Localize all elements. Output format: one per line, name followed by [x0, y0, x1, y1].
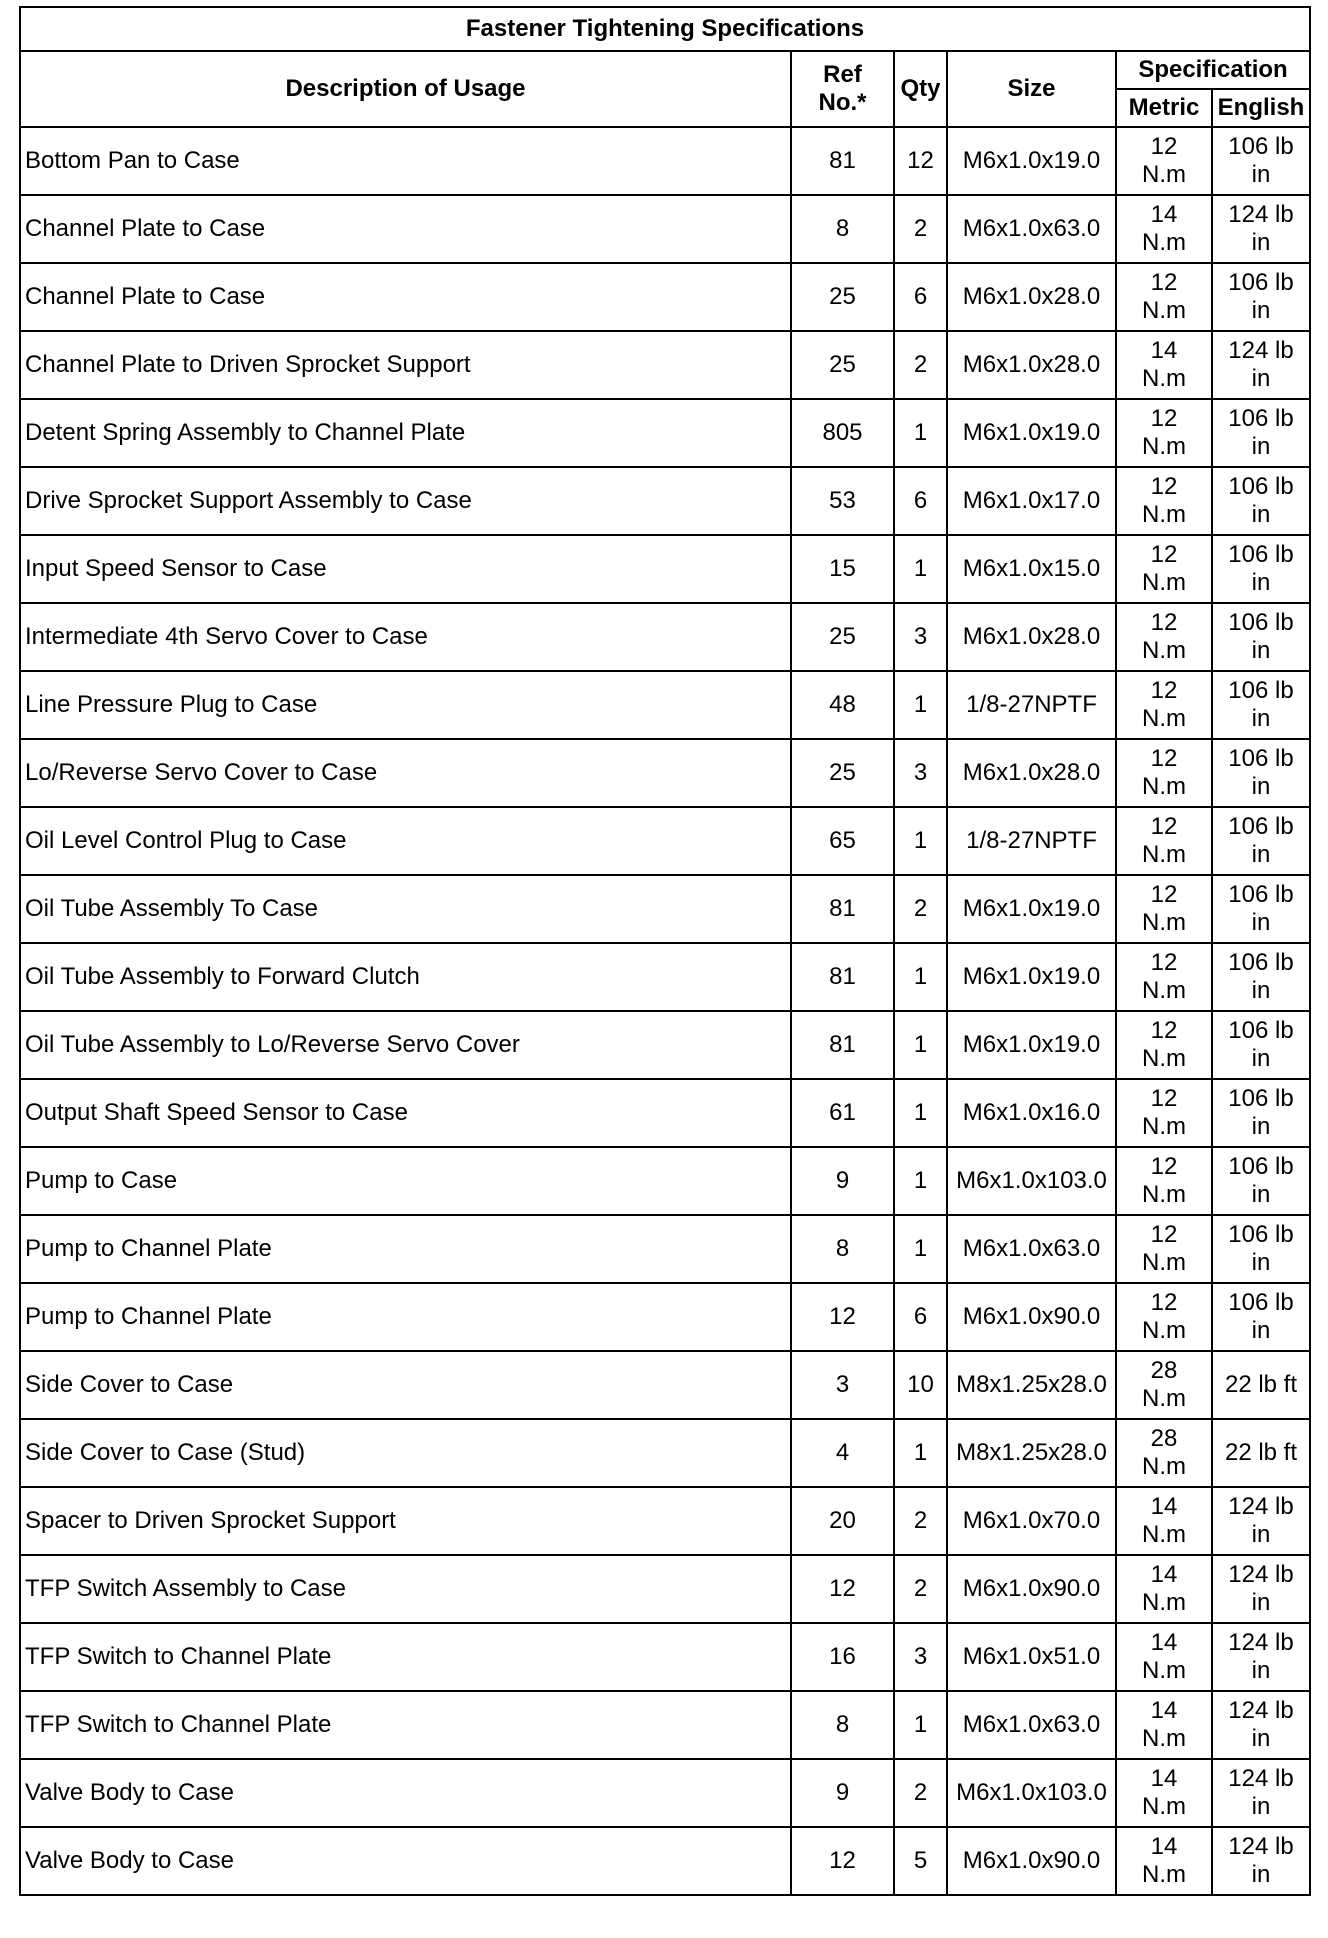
metric-cell-value: 12: [1150, 1085, 1178, 1112]
description-cell: Spacer to Driven Sprocket Support: [20, 1487, 791, 1555]
metric-cell-value: 14: [1150, 1833, 1178, 1860]
metric-cell: [1116, 535, 1212, 603]
size-cell: M6x1.0x19.0: [947, 127, 1116, 195]
english-cell-value: 106 lb: [1228, 813, 1294, 840]
table-row: [20, 263, 1310, 331]
description-cell: Channel Plate to Driven Sprocket Support: [20, 331, 791, 399]
english-cell-value: 22 lb ft: [1224, 1439, 1298, 1466]
size-cell: M6x1.0x70.0: [947, 1487, 1116, 1555]
english-cell-value: 124 lb: [1228, 1493, 1294, 1520]
metric-cell-unit: N.m: [1142, 1181, 1186, 1208]
description-cell: Line Pressure Plug to Case: [20, 671, 791, 739]
metric-cell-value: 12: [1150, 949, 1178, 976]
table-row: [20, 1555, 1310, 1623]
qty-cell: 5: [894, 1827, 947, 1895]
english-cell-unit: in: [1251, 1589, 1271, 1616]
size-cell: M6x1.0x90.0: [947, 1827, 1116, 1895]
ref-no-cell: 9: [791, 1759, 894, 1827]
ref-no-cell: 12: [791, 1283, 894, 1351]
qty-cell: 2: [894, 331, 947, 399]
table-row: [20, 1487, 1310, 1555]
table-row: [20, 1351, 1310, 1419]
description-cell: Channel Plate to Case: [20, 195, 791, 263]
metric-cell: [1116, 1691, 1212, 1759]
ref-no-cell: 15: [791, 535, 894, 603]
english-cell-value: 124 lb: [1228, 1765, 1294, 1792]
english-cell-unit: in: [1251, 1793, 1271, 1820]
table-row: [20, 1419, 1310, 1487]
table-row: [20, 467, 1310, 535]
metric-cell: [1116, 263, 1212, 331]
table-row: [20, 1283, 1310, 1351]
ref-no-cell: 61: [791, 1079, 894, 1147]
metric-cell: [1116, 1283, 1212, 1351]
metric-cell-unit: N.m: [1142, 1317, 1186, 1344]
metric-cell-unit: N.m: [1142, 501, 1186, 528]
metric-cell-value: 14: [1150, 1493, 1178, 1520]
english-cell: [1212, 1555, 1310, 1623]
english-cell-value: 124 lb: [1228, 1833, 1294, 1860]
table-row: [20, 1827, 1310, 1895]
metric-cell-value: 12: [1150, 269, 1178, 296]
description-cell: Pump to Case: [20, 1147, 791, 1215]
description-cell: Lo/Reverse Servo Cover to Case: [20, 739, 791, 807]
english-cell-value: 106 lb: [1228, 881, 1294, 908]
size-cell: M6x1.0x63.0: [947, 1691, 1116, 1759]
ref-no-cell: 9: [791, 1147, 894, 1215]
header-specification: Specification: [1116, 51, 1310, 89]
metric-cell-unit: N.m: [1142, 1725, 1186, 1752]
english-cell-value: 124 lb: [1228, 201, 1294, 228]
description-cell: Bottom Pan to Case: [20, 127, 791, 195]
metric-cell-value: 12: [1150, 1289, 1178, 1316]
metric-cell-unit: N.m: [1142, 977, 1186, 1004]
metric-cell-value: 14: [1150, 1629, 1178, 1656]
qty-cell: 1: [894, 807, 947, 875]
table-row: [20, 1215, 1310, 1283]
metric-cell-value: 12: [1150, 677, 1178, 704]
metric-cell-unit: N.m: [1142, 365, 1186, 392]
metric-cell: [1116, 195, 1212, 263]
metric-cell-unit: N.m: [1142, 161, 1186, 188]
metric-cell: [1116, 943, 1212, 1011]
table-row: [20, 535, 1310, 603]
table-row: [20, 1623, 1310, 1691]
size-cell: M6x1.0x51.0: [947, 1623, 1116, 1691]
ref-no-cell: 8: [791, 1215, 894, 1283]
metric-cell: [1116, 739, 1212, 807]
size-cell: M6x1.0x28.0: [947, 263, 1116, 331]
fastener-spec-table: [19, 6, 1311, 1896]
description-cell: Valve Body to Case: [20, 1759, 791, 1827]
qty-cell: 6: [894, 1283, 947, 1351]
description-cell: Oil Tube Assembly to Lo/Reverse Servo Cover: [20, 1011, 791, 1079]
metric-cell-unit: N.m: [1142, 637, 1186, 664]
qty-cell: 2: [894, 1555, 947, 1623]
table-row: [20, 807, 1310, 875]
description-cell: Oil Tube Assembly to Forward Clutch: [20, 943, 791, 1011]
english-cell-value: 124 lb: [1228, 337, 1294, 364]
metric-cell: [1116, 1011, 1212, 1079]
metric-cell-unit: N.m: [1142, 773, 1186, 800]
metric-cell-unit: N.m: [1142, 1249, 1186, 1276]
ref-no-cell: 81: [791, 1011, 894, 1079]
ref-no-cell: 25: [791, 603, 894, 671]
ref-no-cell: 4: [791, 1419, 894, 1487]
table-row: [20, 1079, 1310, 1147]
metric-cell-value: 14: [1150, 337, 1178, 364]
qty-cell: 1: [894, 943, 947, 1011]
table-row: [20, 1691, 1310, 1759]
table-body: [20, 127, 1310, 1895]
size-cell: M6x1.0x15.0: [947, 535, 1116, 603]
description-cell: Drive Sprocket Support Assembly to Case: [20, 467, 791, 535]
metric-cell-unit: N.m: [1142, 909, 1186, 936]
english-cell-unit: in: [1251, 1317, 1271, 1344]
metric-cell-value: 12: [1150, 473, 1178, 500]
qty-cell: 10: [894, 1351, 947, 1419]
ref-no-cell: 16: [791, 1623, 894, 1691]
size-cell: M6x1.0x17.0: [947, 467, 1116, 535]
metric-cell-unit: N.m: [1142, 433, 1186, 460]
ref-no-cell: 8: [791, 1691, 894, 1759]
table-row: [20, 739, 1310, 807]
metric-cell-value: 12: [1150, 541, 1178, 568]
description-cell: Detent Spring Assembly to Channel Plate: [20, 399, 791, 467]
qty-cell: 3: [894, 739, 947, 807]
metric-cell-unit: N.m: [1142, 1453, 1186, 1480]
size-cell: M6x1.0x103.0: [947, 1759, 1116, 1827]
table-title: Fastener Tightening Specifications: [20, 7, 1310, 51]
metric-cell-unit: N.m: [1142, 1861, 1186, 1888]
english-cell-value: 22 lb ft: [1224, 1371, 1298, 1398]
metric-cell: [1116, 603, 1212, 671]
english-cell: [1212, 1079, 1310, 1147]
ref-no-cell: 81: [791, 943, 894, 1011]
description-cell: Side Cover to Case: [20, 1351, 791, 1419]
qty-cell: 2: [894, 1759, 947, 1827]
english-cell-unit: in: [1251, 1181, 1271, 1208]
description-cell: Input Speed Sensor to Case: [20, 535, 791, 603]
metric-cell: [1116, 875, 1212, 943]
metric-cell: [1116, 1623, 1212, 1691]
qty-cell: 3: [894, 1623, 947, 1691]
ref-no-cell: 25: [791, 739, 894, 807]
ref-no-cell: 12: [791, 1555, 894, 1623]
table-row: [20, 1011, 1310, 1079]
english-cell-value: 106 lb: [1228, 541, 1294, 568]
size-cell: M6x1.0x63.0: [947, 1215, 1116, 1283]
qty-cell: 1: [894, 399, 947, 467]
size-cell: M6x1.0x16.0: [947, 1079, 1116, 1147]
table-row: [20, 1759, 1310, 1827]
english-cell: [1212, 807, 1310, 875]
english-cell-value: 106 lb: [1228, 949, 1294, 976]
qty-cell: 2: [894, 875, 947, 943]
qty-cell: 1: [894, 671, 947, 739]
ref-no-cell: 81: [791, 875, 894, 943]
english-cell: [1212, 1215, 1310, 1283]
metric-cell: [1116, 331, 1212, 399]
table-row: [20, 943, 1310, 1011]
size-cell: M6x1.0x103.0: [947, 1147, 1116, 1215]
ref-no-cell: 53: [791, 467, 894, 535]
metric-cell: [1116, 1555, 1212, 1623]
qty-cell: 12: [894, 127, 947, 195]
english-cell-value: 106 lb: [1228, 1289, 1294, 1316]
english-cell-value: 106 lb: [1228, 269, 1294, 296]
english-cell-unit: in: [1251, 773, 1271, 800]
metric-cell: [1116, 1827, 1212, 1895]
english-cell: [1212, 1691, 1310, 1759]
ref-no-cell: 65: [791, 807, 894, 875]
size-cell: M6x1.0x63.0: [947, 195, 1116, 263]
description-cell: Pump to Channel Plate: [20, 1215, 791, 1283]
table-row: [20, 1147, 1310, 1215]
metric-cell: [1116, 399, 1212, 467]
ref-no-cell: 3: [791, 1351, 894, 1419]
metric-cell: [1116, 1079, 1212, 1147]
qty-cell: 1: [894, 1011, 947, 1079]
metric-cell: [1116, 1419, 1212, 1487]
size-cell: M6x1.0x28.0: [947, 331, 1116, 399]
description-cell: Output Shaft Speed Sensor to Case: [20, 1079, 791, 1147]
header-ref-line1: Ref: [823, 61, 862, 88]
english-cell-value: 106 lb: [1228, 1017, 1294, 1044]
metric-cell-value: 12: [1150, 133, 1178, 160]
english-cell-value: 106 lb: [1228, 1221, 1294, 1248]
size-cell: M6x1.0x19.0: [947, 875, 1116, 943]
size-cell: M6x1.0x90.0: [947, 1283, 1116, 1351]
qty-cell: 1: [894, 1147, 947, 1215]
qty-cell: 2: [894, 195, 947, 263]
ref-no-cell: 805: [791, 399, 894, 467]
metric-cell: [1116, 1147, 1212, 1215]
metric-cell-value: 14: [1150, 1561, 1178, 1588]
english-cell-value: 124 lb: [1228, 1629, 1294, 1656]
english-cell-unit: in: [1251, 1113, 1271, 1140]
metric-cell-value: 12: [1150, 405, 1178, 432]
english-cell-unit: in: [1251, 229, 1271, 256]
qty-cell: 1: [894, 1419, 947, 1487]
ref-no-cell: 81: [791, 127, 894, 195]
metric-cell-unit: N.m: [1142, 1793, 1186, 1820]
size-cell: M6x1.0x90.0: [947, 1555, 1116, 1623]
size-cell: M6x1.0x28.0: [947, 603, 1116, 671]
metric-cell: [1116, 127, 1212, 195]
header-ref-line2: No.*: [818, 89, 867, 116]
qty-cell: 1: [894, 1691, 947, 1759]
metric-cell-unit: N.m: [1142, 1113, 1186, 1140]
english-cell: [1212, 739, 1310, 807]
metric-cell-value: 12: [1150, 1221, 1178, 1248]
ref-no-cell: 25: [791, 263, 894, 331]
english-cell-unit: in: [1251, 365, 1271, 392]
metric-cell: [1116, 671, 1212, 739]
english-cell: [1212, 127, 1310, 195]
qty-cell: 1: [894, 1079, 947, 1147]
size-cell: M6x1.0x28.0: [947, 739, 1116, 807]
english-cell-unit: in: [1251, 1521, 1271, 1548]
english-cell-unit: in: [1251, 569, 1271, 596]
english-cell: [1212, 875, 1310, 943]
header-ref-no: [791, 51, 894, 127]
english-cell: [1212, 195, 1310, 263]
english-cell: [1212, 943, 1310, 1011]
metric-cell-value: 12: [1150, 1153, 1178, 1180]
ref-no-cell: 48: [791, 671, 894, 739]
english-cell: [1212, 671, 1310, 739]
size-cell: M8x1.25x28.0: [947, 1419, 1116, 1487]
english-cell: [1212, 1759, 1310, 1827]
english-cell-value: 106 lb: [1228, 133, 1294, 160]
english-cell: [1212, 1827, 1310, 1895]
english-cell: [1212, 467, 1310, 535]
description-cell: Pump to Channel Plate: [20, 1283, 791, 1351]
english-cell-value: 106 lb: [1228, 609, 1294, 636]
description-cell: TFP Switch Assembly to Case: [20, 1555, 791, 1623]
english-cell-value: 124 lb: [1228, 1561, 1294, 1588]
header-qty: Qty: [894, 51, 947, 127]
english-cell: [1212, 1419, 1310, 1487]
qty-cell: 1: [894, 1215, 947, 1283]
english-cell-value: 106 lb: [1228, 473, 1294, 500]
english-cell-unit: in: [1251, 1861, 1271, 1888]
size-cell: M6x1.0x19.0: [947, 1011, 1116, 1079]
english-cell: [1212, 1011, 1310, 1079]
header-metric: Metric: [1116, 89, 1212, 127]
english-cell-unit: in: [1251, 297, 1271, 324]
english-cell-unit: in: [1251, 841, 1271, 868]
english-cell-unit: in: [1251, 909, 1271, 936]
ref-no-cell: 25: [791, 331, 894, 399]
english-cell: [1212, 331, 1310, 399]
metric-cell-value: 12: [1150, 881, 1178, 908]
english-cell-unit: in: [1251, 1045, 1271, 1072]
metric-cell: [1116, 467, 1212, 535]
english-cell-unit: in: [1251, 977, 1271, 1004]
metric-cell: [1116, 1759, 1212, 1827]
description-cell: Intermediate 4th Servo Cover to Case: [20, 603, 791, 671]
metric-cell: [1116, 1487, 1212, 1555]
header-english: English: [1212, 89, 1310, 127]
english-cell-unit: in: [1251, 1725, 1271, 1752]
size-cell: 1/8-27NPTF: [947, 671, 1116, 739]
english-cell-value: 124 lb: [1228, 1697, 1294, 1724]
english-cell: [1212, 1147, 1310, 1215]
table-row: [20, 127, 1310, 195]
metric-cell-unit: N.m: [1142, 1521, 1186, 1548]
description-cell: Channel Plate to Case: [20, 263, 791, 331]
english-cell: [1212, 535, 1310, 603]
english-cell-value: 106 lb: [1228, 745, 1294, 772]
metric-cell-unit: N.m: [1142, 1657, 1186, 1684]
qty-cell: 2: [894, 1487, 947, 1555]
size-cell: M8x1.25x28.0: [947, 1351, 1116, 1419]
english-cell: [1212, 399, 1310, 467]
metric-cell-unit: N.m: [1142, 1045, 1186, 1072]
metric-cell-unit: N.m: [1142, 1589, 1186, 1616]
qty-cell: 3: [894, 603, 947, 671]
metric-cell-unit: N.m: [1142, 841, 1186, 868]
metric-cell-value: 14: [1150, 201, 1178, 228]
qty-cell: 6: [894, 263, 947, 331]
description-cell: Valve Body to Case: [20, 1827, 791, 1895]
description-cell: Oil Tube Assembly To Case: [20, 875, 791, 943]
english-cell-unit: in: [1251, 705, 1271, 732]
qty-cell: 1: [894, 535, 947, 603]
metric-cell: [1116, 1351, 1212, 1419]
table-row: [20, 331, 1310, 399]
metric-cell-value: 28: [1150, 1425, 1178, 1452]
table-row: [20, 399, 1310, 467]
metric-cell-value: 12: [1150, 1017, 1178, 1044]
ref-no-cell: 8: [791, 195, 894, 263]
english-cell: [1212, 603, 1310, 671]
table-row: [20, 195, 1310, 263]
description-cell: Oil Level Control Plug to Case: [20, 807, 791, 875]
english-cell-unit: in: [1251, 501, 1271, 528]
description-cell: TFP Switch to Channel Plate: [20, 1691, 791, 1759]
ref-no-cell: 20: [791, 1487, 894, 1555]
english-cell-unit: in: [1251, 1249, 1271, 1276]
table-row: [20, 875, 1310, 943]
metric-cell-unit: N.m: [1142, 1385, 1186, 1412]
english-cell: [1212, 1623, 1310, 1691]
metric-cell-unit: N.m: [1142, 569, 1186, 596]
english-cell-value: 106 lb: [1228, 677, 1294, 704]
english-cell-value: 106 lb: [1228, 1085, 1294, 1112]
metric-cell: [1116, 807, 1212, 875]
english-cell: [1212, 1487, 1310, 1555]
metric-cell: [1116, 1215, 1212, 1283]
metric-cell-value: 14: [1150, 1765, 1178, 1792]
english-cell-value: 106 lb: [1228, 1153, 1294, 1180]
english-cell-unit: in: [1251, 637, 1271, 664]
metric-cell-value: 14: [1150, 1697, 1178, 1724]
english-cell-unit: in: [1251, 161, 1271, 188]
header-description: Description of Usage: [20, 51, 791, 127]
table-row: [20, 671, 1310, 739]
english-cell-unit: in: [1251, 433, 1271, 460]
qty-cell: 6: [894, 467, 947, 535]
header-size: Size: [947, 51, 1116, 127]
english-cell: [1212, 1283, 1310, 1351]
metric-cell-unit: N.m: [1142, 229, 1186, 256]
size-cell: 1/8-27NPTF: [947, 807, 1116, 875]
english-cell-unit: in: [1251, 1657, 1271, 1684]
english-cell: [1212, 263, 1310, 331]
english-cell-value: 106 lb: [1228, 405, 1294, 432]
size-cell: M6x1.0x19.0: [947, 399, 1116, 467]
metric-cell-unit: N.m: [1142, 705, 1186, 732]
english-cell: [1212, 1351, 1310, 1419]
metric-cell-value: 12: [1150, 609, 1178, 636]
description-cell: Side Cover to Case (Stud): [20, 1419, 791, 1487]
ref-no-cell: 12: [791, 1827, 894, 1895]
metric-cell-value: 12: [1150, 745, 1178, 772]
description-cell: TFP Switch to Channel Plate: [20, 1623, 791, 1691]
metric-cell-value: 12: [1150, 813, 1178, 840]
metric-cell-value: 28: [1150, 1357, 1178, 1384]
size-cell: M6x1.0x19.0: [947, 943, 1116, 1011]
table-row: [20, 603, 1310, 671]
metric-cell-unit: N.m: [1142, 297, 1186, 324]
